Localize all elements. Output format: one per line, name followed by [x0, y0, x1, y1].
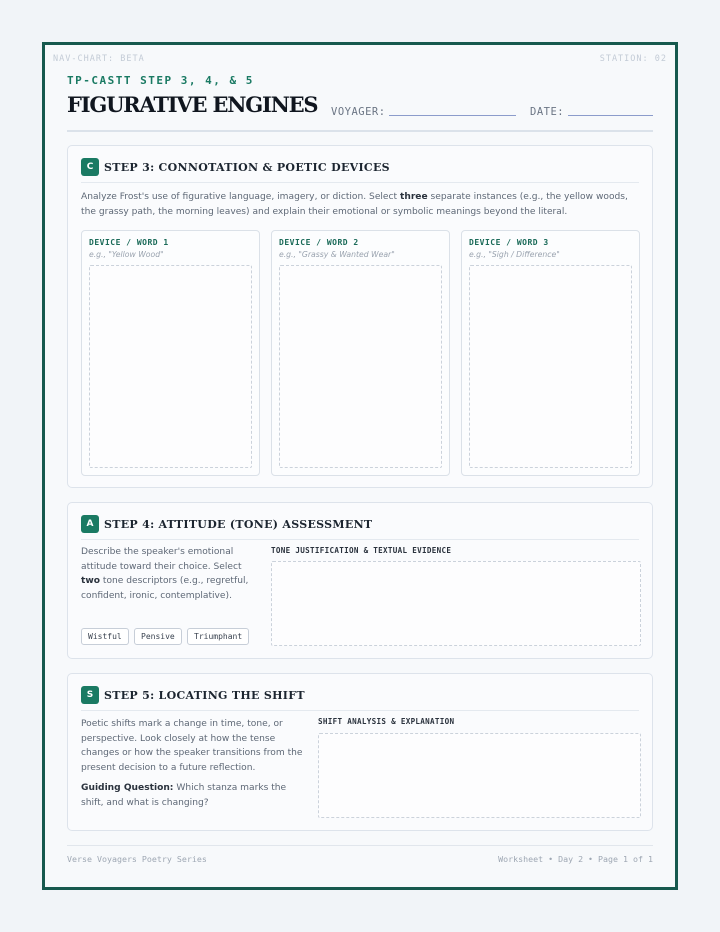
- step4-card: [67, 502, 653, 659]
- worksheet-frame: [42, 42, 678, 890]
- tone-chip-triumphant[interactable]: Triumphant: [187, 628, 249, 645]
- device-column-2: [271, 230, 450, 476]
- device-example: e.g., "Yellow Wood": [89, 250, 164, 259]
- shift-analysis-label: SHIFT ANALYSIS & EXPLANATION: [318, 717, 455, 726]
- page-title: FIGURATIVE ENGINES: [67, 92, 318, 117]
- device-column-1: [81, 230, 260, 476]
- footer-page-info: Worksheet • Day 2 • Page 1 of 1: [498, 854, 653, 864]
- step5-title: STEP 5: LOCATING THE SHIFT: [104, 689, 305, 702]
- voyager-label: VOYAGER:: [331, 106, 386, 118]
- voyager-field[interactable]: [389, 115, 516, 116]
- device-example: e.g., "Grassy & Wanted Wear": [279, 250, 395, 259]
- step4-divider: [81, 539, 639, 540]
- device-label: DEVICE / WORD 1: [89, 238, 169, 247]
- footer-divider: [67, 845, 653, 846]
- header-divider: [67, 130, 653, 132]
- step3-badge: C: [81, 158, 99, 176]
- device-answer-box-1[interactable]: [89, 265, 252, 468]
- tone-chip-pensive[interactable]: Pensive: [134, 628, 182, 645]
- step3-card: [67, 145, 653, 488]
- nav-chart-label: NAV-CHART: BETA: [53, 54, 145, 64]
- date-label: DATE:: [530, 106, 565, 118]
- guiding-question: Guiding Question: Which stanza marks the shift, and what is changing?: [81, 783, 287, 808]
- device-answer-box-2[interactable]: [279, 265, 442, 468]
- date-field[interactable]: [568, 115, 653, 116]
- device-label: DEVICE / WORD 3: [469, 238, 549, 247]
- step5-badge: S: [81, 686, 99, 704]
- step5-description: Poetic shifts mark a change in time, tone, or perspective. Look closely at how the tense changes or how the speaker transitions from the present decision to a future reflection.: [81, 719, 303, 773]
- device-example: e.g., "Sigh / Difference": [469, 250, 560, 259]
- step3-description: Analyze Frost's use of figurative language, imagery, or diction. Select three separate instances (e.g., the yellow woods, the grassy path, the morning leaves) and explain their emotional or symbolic meanings beyond the literal.: [81, 192, 628, 217]
- step5-divider: [81, 710, 639, 711]
- step3-divider: [81, 182, 639, 183]
- device-label: DEVICE / WORD 2: [279, 238, 359, 247]
- step-kicker: TP-CASTT STEP 3, 4, & 5: [67, 74, 254, 87]
- step5-card: [67, 673, 653, 831]
- step4-badge: A: [81, 515, 99, 533]
- device-column-3: [461, 230, 640, 476]
- footer-series: Verse Voyagers Poetry Series: [67, 854, 207, 864]
- device-answer-box-3[interactable]: [469, 265, 632, 468]
- station-label: STATION: 02: [599, 54, 667, 64]
- tone-chip-wistful[interactable]: Wistful: [81, 628, 129, 645]
- tone-justification-label: TONE JUSTIFICATION & TEXTUAL EVIDENCE: [271, 546, 452, 555]
- step4-description: Describe the speaker's emotional attitude toward their choice. Select two tone descriptors (e.g., regretful, confident, ironic, contemplative).: [81, 547, 249, 601]
- tone-justification-box[interactable]: [271, 561, 641, 646]
- shift-analysis-box[interactable]: [318, 733, 641, 818]
- step3-title: STEP 3: CONNOTATION & POETIC DEVICES: [104, 161, 390, 174]
- step4-title: STEP 4: ATTITUDE (TONE) ASSESSMENT: [104, 518, 373, 531]
